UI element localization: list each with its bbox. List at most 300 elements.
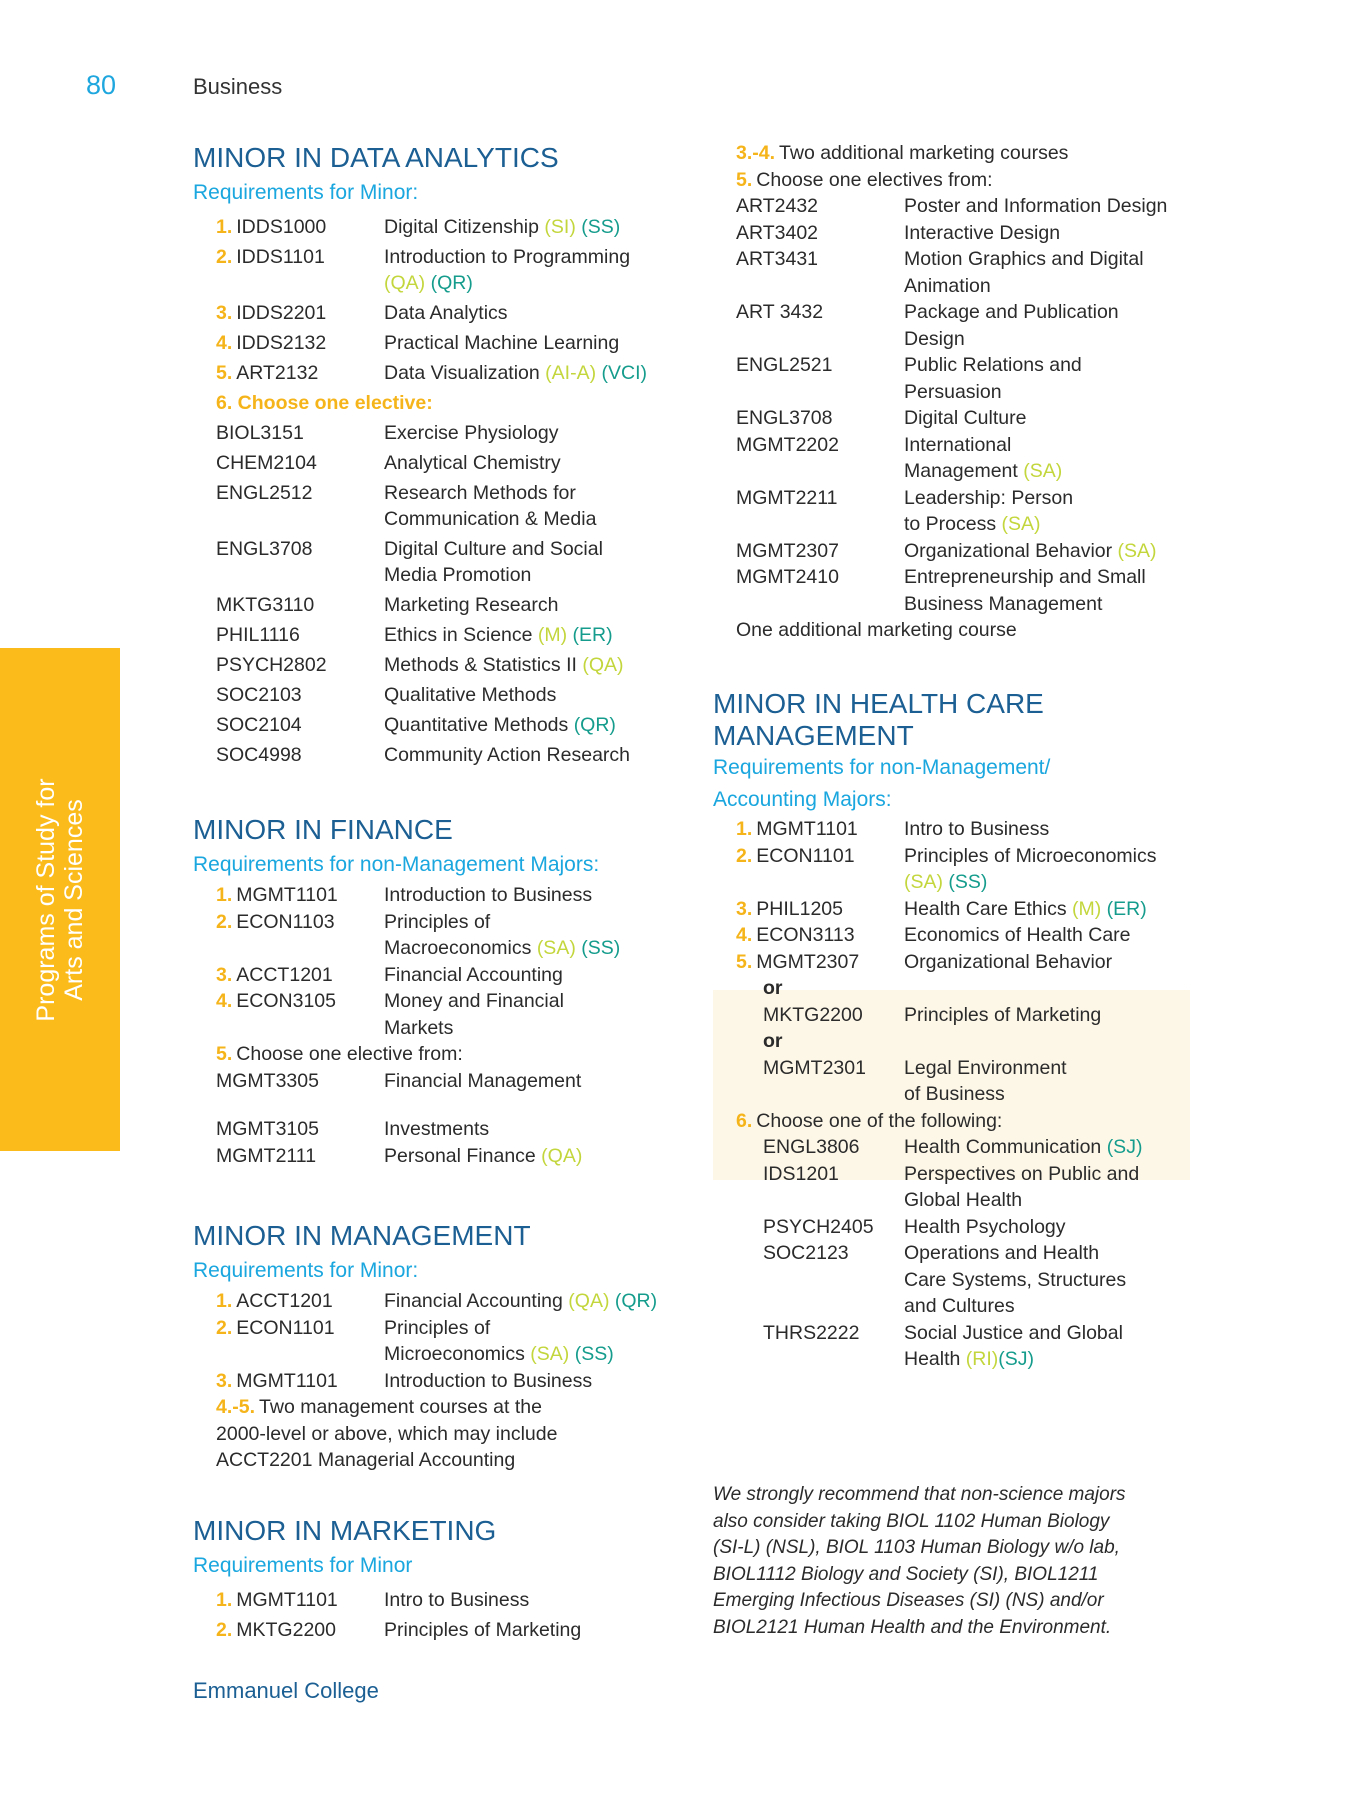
course-code: IDDS1000 bbox=[236, 216, 327, 238]
course-lead bbox=[193, 1116, 384, 1143]
course-code: MGMT1101 bbox=[756, 818, 858, 840]
course-code: MGMT3105 bbox=[216, 1118, 319, 1140]
course-row bbox=[713, 299, 1213, 352]
course-title-text: Social Justice and Global Health bbox=[904, 1321, 1123, 1370]
note-text bbox=[713, 617, 1017, 644]
course-lead bbox=[713, 432, 904, 485]
minor-section bbox=[713, 140, 1213, 644]
designation-tag: (SA) bbox=[536, 937, 576, 959]
course-row bbox=[193, 1368, 693, 1395]
course-lead bbox=[713, 843, 904, 896]
designation-tag: (SI) bbox=[544, 216, 576, 238]
course-title bbox=[904, 922, 1131, 949]
course-title-text: International Management bbox=[904, 433, 1018, 482]
minor-section bbox=[193, 1513, 693, 1643]
course-title-text: Introduction to Business bbox=[384, 884, 593, 906]
course-code: ENGL3806 bbox=[763, 1136, 860, 1158]
course-title bbox=[904, 896, 1147, 923]
course-title bbox=[904, 816, 1049, 843]
course-title-text: Perspectives on Public and Global Health bbox=[904, 1162, 1140, 1211]
course-row bbox=[713, 1161, 1213, 1214]
course-lead bbox=[193, 652, 384, 678]
course-row bbox=[193, 210, 693, 240]
course-code: MGMT2410 bbox=[736, 566, 839, 588]
course-title bbox=[384, 536, 603, 588]
item-number: 2. bbox=[216, 910, 233, 933]
course-title bbox=[384, 742, 630, 768]
course-title bbox=[384, 330, 619, 356]
course-title-text: Data Analytics bbox=[384, 302, 508, 324]
course-title-text: Data Visualization bbox=[384, 362, 546, 384]
course-lead bbox=[713, 485, 904, 538]
section-subtitle: Requirements for Minor: bbox=[193, 1259, 419, 1282]
course-lead bbox=[713, 922, 904, 949]
item-number: 4.-5. bbox=[216, 1396, 256, 1418]
designation-tag: (M) bbox=[1072, 897, 1102, 920]
course-title-text: Community Action Research bbox=[384, 744, 631, 766]
designation-tag: (QA) bbox=[384, 272, 426, 294]
note-row bbox=[713, 167, 1213, 194]
course-title-text: Digital Culture bbox=[904, 407, 1027, 429]
course-title bbox=[904, 352, 1082, 405]
designation-tag: (QR) bbox=[573, 714, 616, 736]
or-separator bbox=[713, 1028, 1213, 1055]
course-code: MKTG3110 bbox=[216, 594, 315, 616]
course-code: MKTG2200 bbox=[763, 1003, 863, 1026]
course-title-text: Leadership: Person to Process bbox=[904, 486, 1074, 535]
course-title bbox=[904, 432, 1062, 485]
course-code: IDDS1101 bbox=[236, 246, 325, 268]
course-row bbox=[713, 922, 1213, 949]
course-title-text: Analytical Chemistry bbox=[384, 452, 561, 474]
designation-tag: (VCI) bbox=[596, 362, 647, 384]
course-title bbox=[904, 299, 1119, 352]
item-number: 4. bbox=[216, 990, 233, 1012]
course-title-text: Health Psychology bbox=[904, 1215, 1066, 1238]
note-row bbox=[193, 1394, 693, 1474]
item-number: 1. bbox=[216, 1589, 233, 1611]
course-code: ECON1101 bbox=[756, 844, 855, 867]
course-lead bbox=[713, 246, 904, 299]
course-code: MGMT2307 bbox=[756, 950, 860, 973]
course-title bbox=[904, 1002, 1101, 1029]
course-code: ART2432 bbox=[736, 195, 819, 217]
item-number: 6. bbox=[736, 1109, 753, 1132]
minor-section bbox=[713, 688, 1213, 1373]
course-title bbox=[384, 962, 563, 989]
note-label: Two management courses at the 2000-level or above, which may include ACCT2201 Managerial Accounting bbox=[216, 1396, 558, 1471]
course-row bbox=[193, 588, 693, 618]
course-lead bbox=[193, 214, 384, 240]
course-lead bbox=[193, 360, 384, 386]
course-row bbox=[193, 678, 693, 708]
course-code: THRS2222 bbox=[763, 1321, 860, 1344]
designation-tag: (SS) bbox=[575, 216, 621, 238]
course-row bbox=[193, 1315, 693, 1368]
designation-tag: (SA) bbox=[530, 1343, 570, 1365]
course-lead bbox=[713, 1320, 904, 1373]
course-title-text: Digital Citizenship bbox=[384, 216, 545, 238]
course-title bbox=[904, 1214, 1066, 1241]
item-number: 5. bbox=[736, 168, 753, 191]
course-lead bbox=[193, 1315, 384, 1368]
page-number: 80 bbox=[86, 70, 117, 100]
course-code: ECON1101 bbox=[236, 1316, 335, 1339]
item-number: 3. bbox=[216, 963, 233, 986]
course-row bbox=[193, 446, 693, 476]
side-tab-label: Programs of Study for Arts and Sciences bbox=[32, 778, 88, 1022]
course-code: PSYCH2405 bbox=[763, 1215, 874, 1238]
course-title bbox=[904, 1320, 1123, 1373]
course-row bbox=[193, 1068, 693, 1095]
course-code: MKTG2200 bbox=[236, 1619, 336, 1641]
course-lead bbox=[713, 193, 904, 220]
course-row bbox=[713, 352, 1213, 405]
course-title-text: Interactive Design bbox=[904, 221, 1061, 244]
course-lead bbox=[193, 988, 384, 1041]
course-lead bbox=[713, 1002, 904, 1029]
course-code: CHEM2104 bbox=[216, 452, 317, 474]
note-text bbox=[713, 167, 993, 194]
item-number: 3.-4. bbox=[736, 142, 776, 164]
course-row bbox=[713, 485, 1213, 538]
course-title bbox=[384, 592, 559, 618]
note-label: Choose one of the following: bbox=[756, 1109, 1003, 1132]
course-code: SOC2104 bbox=[216, 714, 302, 736]
designation-tag: (SA) bbox=[904, 871, 943, 893]
course-code: BIOL3151 bbox=[216, 422, 304, 444]
course-title bbox=[384, 450, 561, 476]
item-number: 2. bbox=[736, 844, 753, 867]
designation-tag: (QA) bbox=[541, 1144, 583, 1167]
course-title bbox=[904, 220, 1060, 247]
section-title: MINOR IN FINANCE bbox=[193, 814, 453, 845]
minor-section bbox=[193, 812, 693, 1169]
section-title: MINOR IN MARKETING bbox=[193, 1515, 497, 1546]
course-title-text: Principles of Marketing bbox=[904, 1003, 1102, 1026]
course-code: ART2132 bbox=[236, 362, 319, 384]
course-row bbox=[193, 962, 693, 989]
course-code: ECON3113 bbox=[756, 924, 855, 946]
course-code: PHIL1116 bbox=[216, 624, 300, 646]
course-code: ART3402 bbox=[736, 221, 819, 244]
course-row bbox=[193, 1116, 693, 1143]
item-number: 1. bbox=[216, 1290, 233, 1312]
section-subtitle: Requirements for non-Management Majors: bbox=[193, 853, 600, 876]
section-title: MINOR IN MANAGEMENT bbox=[193, 1220, 531, 1251]
course-title bbox=[384, 1617, 581, 1643]
note-row bbox=[193, 386, 693, 416]
course-row bbox=[713, 1240, 1213, 1320]
item-number: 2. bbox=[216, 246, 233, 268]
course-row bbox=[713, 246, 1213, 299]
course-code: IDDS2201 bbox=[236, 302, 327, 324]
designation-tag: (QR) bbox=[425, 272, 473, 294]
course-code: ART 3432 bbox=[736, 301, 824, 323]
course-row bbox=[193, 1288, 693, 1315]
course-row bbox=[713, 843, 1213, 896]
course-row bbox=[193, 356, 693, 386]
course-title bbox=[904, 538, 1157, 565]
course-lead bbox=[193, 450, 384, 476]
course-lead bbox=[193, 882, 384, 909]
course-title bbox=[384, 1368, 592, 1395]
course-title-text: Legal Environment of Business bbox=[904, 1056, 1067, 1105]
item-number: 3. bbox=[736, 897, 753, 920]
course-code: ART3431 bbox=[736, 248, 819, 270]
note-label: 6. Choose one elective: bbox=[216, 392, 433, 414]
course-code: SOC4998 bbox=[216, 744, 302, 766]
course-title bbox=[384, 1288, 657, 1315]
course-row bbox=[193, 988, 693, 1041]
course-code: MGMT2307 bbox=[736, 539, 839, 562]
course-title-text: Health Communication bbox=[904, 1136, 1107, 1158]
course-title-text: Public Relations and Persuasion bbox=[904, 354, 1082, 403]
course-title-text: Research Methods for Communication & Media bbox=[384, 482, 597, 530]
course-lead bbox=[713, 896, 904, 923]
designation-tag: (RI) bbox=[965, 1348, 999, 1370]
course-title bbox=[904, 193, 1167, 220]
note-text bbox=[193, 1394, 557, 1474]
course-row bbox=[193, 326, 693, 356]
course-title bbox=[384, 622, 613, 648]
course-title-text: Organizational Behavior bbox=[904, 539, 1118, 562]
course-title bbox=[384, 360, 647, 386]
course-lead bbox=[713, 220, 904, 247]
item-number: 4. bbox=[736, 924, 753, 946]
note-label: Choose one elective from: bbox=[236, 1043, 463, 1065]
course-code: ACCT1201 bbox=[236, 1290, 333, 1312]
course-title bbox=[904, 1161, 1139, 1214]
course-lead bbox=[193, 1068, 384, 1095]
course-title-text: Financial Accounting bbox=[384, 963, 563, 986]
course-lead bbox=[713, 564, 904, 617]
course-lead bbox=[193, 480, 384, 532]
course-title-text: Methods & Statistics II bbox=[384, 654, 583, 676]
course-code: ECON1103 bbox=[236, 910, 335, 933]
course-title-text: Introduction to Programming bbox=[384, 246, 631, 268]
course-title-text: Qualitative Methods bbox=[384, 684, 557, 706]
designation-tag: (SS) bbox=[943, 871, 988, 893]
course-title-text: Exercise Physiology bbox=[384, 422, 559, 444]
course-title-text: Package and Publication Design bbox=[904, 301, 1119, 350]
course-row bbox=[713, 220, 1213, 247]
course-lead bbox=[713, 1134, 904, 1161]
course-code: MGMT2301 bbox=[763, 1056, 866, 1079]
course-row bbox=[193, 1613, 693, 1643]
designation-tag: (QR) bbox=[609, 1290, 658, 1312]
item-number: 3. bbox=[216, 302, 233, 324]
course-code: SOC2103 bbox=[216, 684, 302, 706]
course-title bbox=[384, 909, 620, 962]
note-row bbox=[713, 617, 1213, 644]
course-title bbox=[384, 480, 596, 532]
course-title bbox=[384, 988, 564, 1041]
course-row bbox=[713, 896, 1213, 923]
course-title bbox=[904, 485, 1073, 538]
course-code: MGMT1101 bbox=[236, 1589, 338, 1611]
course-code: IDDS2132 bbox=[236, 332, 327, 354]
course-lead bbox=[713, 538, 904, 565]
footer-college: Emmanuel College bbox=[193, 1678, 379, 1703]
course-lead bbox=[193, 622, 384, 648]
designation-tag: (SA) bbox=[1001, 513, 1041, 535]
course-code: ENGL2512 bbox=[216, 482, 313, 504]
course-title-text: Money and Financial Markets bbox=[384, 990, 564, 1039]
course-row bbox=[193, 1143, 693, 1170]
course-title-text: Principles of Macroeconomics bbox=[384, 910, 532, 959]
course-title bbox=[384, 652, 624, 678]
course-row bbox=[713, 1055, 1213, 1108]
designation-tag: (ER) bbox=[567, 624, 613, 646]
course-row bbox=[713, 405, 1213, 432]
course-code: MGMT1101 bbox=[236, 884, 338, 906]
section-subtitle: Requirements for non-Management/ Accounting Majors: bbox=[713, 756, 1051, 811]
course-code: ENGL3708 bbox=[216, 538, 313, 560]
course-row bbox=[713, 432, 1213, 485]
note-row bbox=[713, 140, 1213, 167]
course-title bbox=[384, 682, 556, 708]
course-title-text: Motion Graphics and Digital Animation bbox=[904, 248, 1144, 297]
course-title bbox=[904, 564, 1146, 617]
course-title bbox=[384, 1143, 582, 1170]
course-title-text: Economics of Health Care bbox=[904, 924, 1131, 946]
course-title-text: Health Care Ethics bbox=[904, 897, 1072, 920]
course-lead bbox=[193, 742, 384, 768]
course-title-text: Digital Culture and Social Media Promotion bbox=[384, 538, 603, 586]
course-row bbox=[713, 1320, 1213, 1373]
course-title bbox=[384, 214, 620, 240]
course-title bbox=[384, 712, 616, 738]
course-lead bbox=[193, 1288, 384, 1315]
course-title bbox=[904, 405, 1026, 432]
course-lead bbox=[713, 352, 904, 405]
designation-tag: (SA) bbox=[1117, 539, 1157, 562]
item-number: 5. bbox=[736, 950, 753, 973]
item-number: 4. bbox=[216, 332, 233, 354]
course-lead bbox=[193, 330, 384, 356]
item-number: 1. bbox=[736, 818, 753, 840]
course-lead bbox=[713, 405, 904, 432]
designation-tag: (QA) bbox=[568, 1290, 610, 1312]
course-row bbox=[193, 909, 693, 962]
course-title bbox=[384, 244, 630, 296]
course-lead bbox=[193, 712, 384, 738]
course-title-text: Principles of Microeconomics bbox=[904, 844, 1157, 867]
course-code: PHIL1205 bbox=[756, 897, 843, 920]
item-number: 2. bbox=[216, 1316, 233, 1339]
course-title bbox=[384, 1116, 489, 1143]
section-title: MINOR IN DATA ANALYTICS bbox=[193, 142, 559, 173]
course-row bbox=[193, 532, 693, 588]
designation-tag: (SJ) bbox=[1106, 1136, 1143, 1158]
minor-section bbox=[193, 1218, 693, 1474]
course-title-text: Marketing Research bbox=[384, 594, 559, 616]
designation-tag: (SJ) bbox=[998, 1348, 1035, 1370]
designation-tag: (SS) bbox=[569, 1343, 614, 1365]
course-row bbox=[193, 648, 693, 678]
course-title bbox=[904, 1134, 1142, 1161]
course-row bbox=[193, 476, 693, 532]
course-title-text: Quantitative Methods bbox=[384, 714, 574, 736]
course-lead bbox=[713, 949, 904, 976]
note-row bbox=[713, 1108, 1213, 1135]
course-title bbox=[904, 246, 1144, 299]
course-row bbox=[713, 1214, 1213, 1241]
note-text bbox=[713, 1108, 1002, 1135]
course-lead bbox=[713, 1214, 904, 1241]
course-row bbox=[193, 240, 693, 296]
course-row bbox=[713, 949, 1213, 976]
note-text bbox=[713, 140, 1068, 167]
section-subtitle: Requirements for Minor bbox=[193, 1554, 413, 1577]
designation-tag: (QA) bbox=[582, 654, 624, 676]
note-label: Two additional marketing courses bbox=[779, 142, 1069, 164]
course-row bbox=[713, 1134, 1213, 1161]
section-title: MINOR IN HEALTH CARE MANAGEMENT bbox=[713, 688, 1044, 751]
course-title-text: Investments bbox=[384, 1118, 490, 1140]
course-code: MGMT2202 bbox=[736, 433, 839, 456]
course-code: ACCT1201 bbox=[236, 963, 333, 986]
course-lead bbox=[713, 816, 904, 843]
course-code: ENGL3708 bbox=[736, 407, 833, 429]
course-lead bbox=[193, 592, 384, 618]
course-title-text: Intro to Business bbox=[904, 818, 1050, 840]
section-subtitle: Requirements for Minor: bbox=[193, 181, 419, 204]
course-row bbox=[713, 1002, 1213, 1029]
course-lead bbox=[193, 1617, 384, 1643]
course-title bbox=[384, 1587, 529, 1613]
course-title bbox=[384, 882, 592, 909]
course-code: MGMT3305 bbox=[216, 1069, 319, 1092]
course-title-text: Intro to Business bbox=[384, 1589, 530, 1611]
course-row bbox=[193, 738, 693, 768]
item-number: 1. bbox=[216, 884, 233, 906]
course-row bbox=[713, 564, 1213, 617]
or-label: or bbox=[763, 977, 783, 999]
course-lead bbox=[193, 1587, 384, 1613]
course-row bbox=[713, 816, 1213, 843]
course-title-text: Financial Accounting bbox=[384, 1290, 569, 1312]
course-lead bbox=[193, 962, 384, 989]
course-code: MGMT1101 bbox=[236, 1369, 338, 1392]
course-title-text: Principles of Marketing bbox=[384, 1619, 582, 1641]
item-number: 3. bbox=[216, 1369, 233, 1392]
course-lead bbox=[193, 300, 384, 326]
course-title bbox=[384, 1315, 614, 1368]
course-lead bbox=[713, 1055, 904, 1108]
course-title bbox=[384, 420, 559, 446]
item-number: 5. bbox=[216, 1043, 233, 1065]
course-lead bbox=[713, 1240, 904, 1320]
designation-tag: (SA) bbox=[1023, 460, 1063, 482]
course-row bbox=[193, 1583, 693, 1613]
designation-tag: (AI-A) bbox=[545, 362, 597, 384]
course-row bbox=[193, 708, 693, 738]
course-row bbox=[193, 296, 693, 326]
course-title-text: Operations and Health Care Systems, Structures and Cultures bbox=[904, 1242, 1127, 1317]
course-code: ECON3105 bbox=[236, 990, 336, 1012]
course-row bbox=[713, 538, 1213, 565]
course-title-text: Organizational Behavior bbox=[904, 950, 1113, 973]
or-label: or bbox=[763, 1030, 783, 1052]
course-lead bbox=[193, 1368, 384, 1395]
or-separator bbox=[713, 975, 1213, 1002]
course-row bbox=[193, 416, 693, 446]
course-code: IDS1201 bbox=[763, 1162, 839, 1185]
course-title-text: Introduction to Business bbox=[384, 1369, 593, 1392]
note-label: Choose one electives from: bbox=[756, 168, 993, 191]
